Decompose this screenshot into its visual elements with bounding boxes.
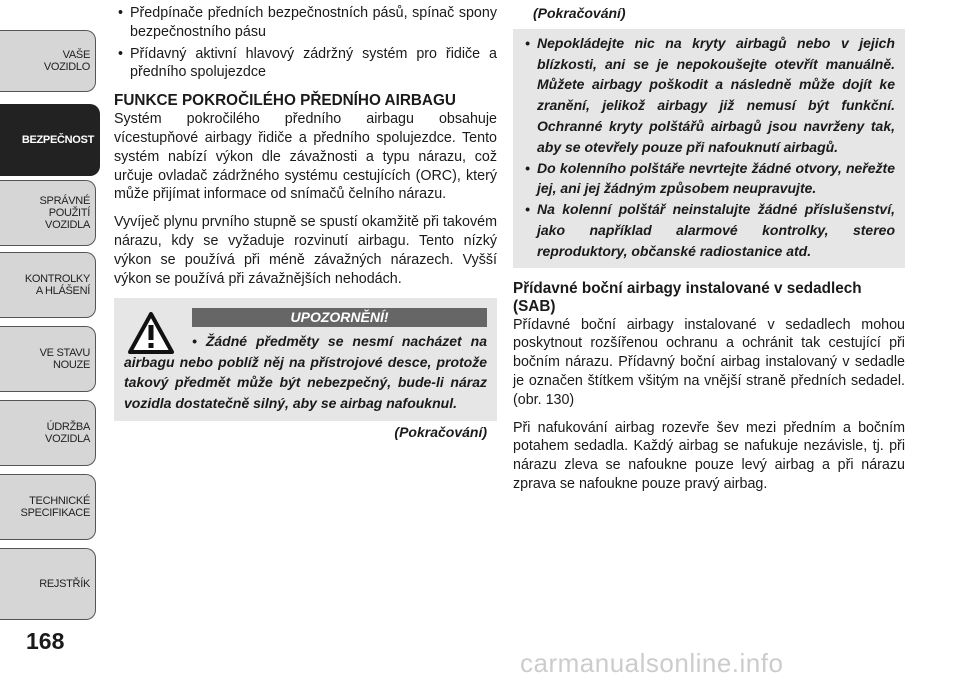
paragraph: Při nafukování airbag rozevře šev mezi předním a bočním potahem sedadla. Každý airbag se nafukuje nezávisle, tj. při nárazu zleva se nafoukne pouze levý airbag a při nárazu zprava se nafoukne pouze pravý airbag. (513, 419, 905, 492)
tab-ve-stavu-nouze[interactable]: VE STAVU NOUZE (0, 326, 96, 392)
watermark: carmanualsonline.info (520, 648, 784, 678)
tab-technicke[interactable]: TECHNICKÉ SPECIFIKACE (0, 474, 96, 540)
warning-text: • Žádné předměty se nesmí nacházet na airbagu nebo poblíž něj na přístrojové desce, protože takový předmět může být nebezpečný, bude-li náraz vozidla dostatečně silný, aby se airbag nafouknul. (124, 333, 487, 411)
continued-label: (Pokračování) (533, 5, 626, 21)
warning-box-continued (513, 29, 905, 268)
tab-kontrolky[interactable]: KONTROLKY A HLÁŠENÍ (0, 252, 96, 318)
paragraph: Přídavné boční airbagy instalované v sedadlech mohou poskytnout rozšířenou ochranu a ochránit tak cestující při bočním nárazu. Přídavný boční airbag instalovaný v sedadle je označen štítkem všitým na vnější straně předních sedadel. (obr. 130) (513, 316, 905, 408)
tab-bezpecnost[interactable]: BEZPEČNOST (0, 104, 100, 176)
paragraph: Vyvíječ plynu prvního stupně se spustí okamžitě při takovém nárazu, kdy se vyžaduje rozvinutí airbagu. Tento nízký výkon se používá při méně závažných nárazech. Vyšší výkon se používá při závažnějších nehodách. (114, 214, 497, 287)
list-item: • Předpínače předních bezpečnostních pásů, spínač spony bezpečnostního pásu (114, 4, 497, 42)
warning-triangle-icon (128, 312, 174, 354)
warning-bullet: • Do kolenního polštáře nevrtejte žádné otvory, neřežte jej, ani jej žádným způsobem neupravujte. (525, 158, 895, 200)
section-heading: Přídavné boční airbagy instalované v sedadlech (SAB) (513, 279, 862, 315)
warning-bullet: • Na kolenní polštář neinstalujte žádné příslušenství, jako například alarmové kontrolky, stereo reproduktory, občanské radiostanice atd. (525, 199, 895, 261)
tab-rejstrik[interactable]: REJSTŘÍK (0, 548, 96, 620)
paragraph: Systém pokročilého předního airbagu obsahuje vícestupňové airbagy řidiče a předního spolujezdce. Tento systém nabízí výkon dle závažnosti a typu nárazu, což určuje ovladač zádržného systému cestujících (ORC), který může přijímat informace od snímačů čelního nárazu. (114, 111, 497, 203)
tab-vase-vozidlo[interactable]: VAŠE VOZIDLO (0, 30, 96, 92)
page-number: 168 (26, 628, 65, 654)
right-column (513, 4, 905, 503)
warning-title: UPOZORNĚNÍ! (192, 308, 487, 327)
tab-udrzba[interactable]: ÚDRŽBA VOZIDLA (0, 400, 96, 466)
left-column (114, 4, 497, 442)
tab-spravne-pouziti[interactable]: SPRÁVNÉ POUŽITÍ VOZIDLA (0, 180, 96, 246)
warning-box (114, 298, 497, 421)
warning-bullet: • Nepokládejte nic na kryty airbagů nebo v jejich blízkosti, ani se je nepokoušejte otevřít manuálně. Můžete airbagy poškodit a následně může dojít ke zranění, jelikož airbagy již nemusí být funkční. Ochranné kryty polštářů airbagů jsou navrženy tak, aby se otevřely pouze při nafouknutí airbagů. (525, 33, 895, 158)
list-item: • Přídavný aktivní hlavový zádržný systém pro řidiče a předního spolujezdce (114, 45, 497, 83)
sidebar-tabs (0, 0, 100, 678)
section-heading: FUNKCE POKROČILÉHO PŘEDNÍHO AIRBAGU (114, 92, 456, 110)
continued-label: (Pokračování) (394, 424, 487, 441)
